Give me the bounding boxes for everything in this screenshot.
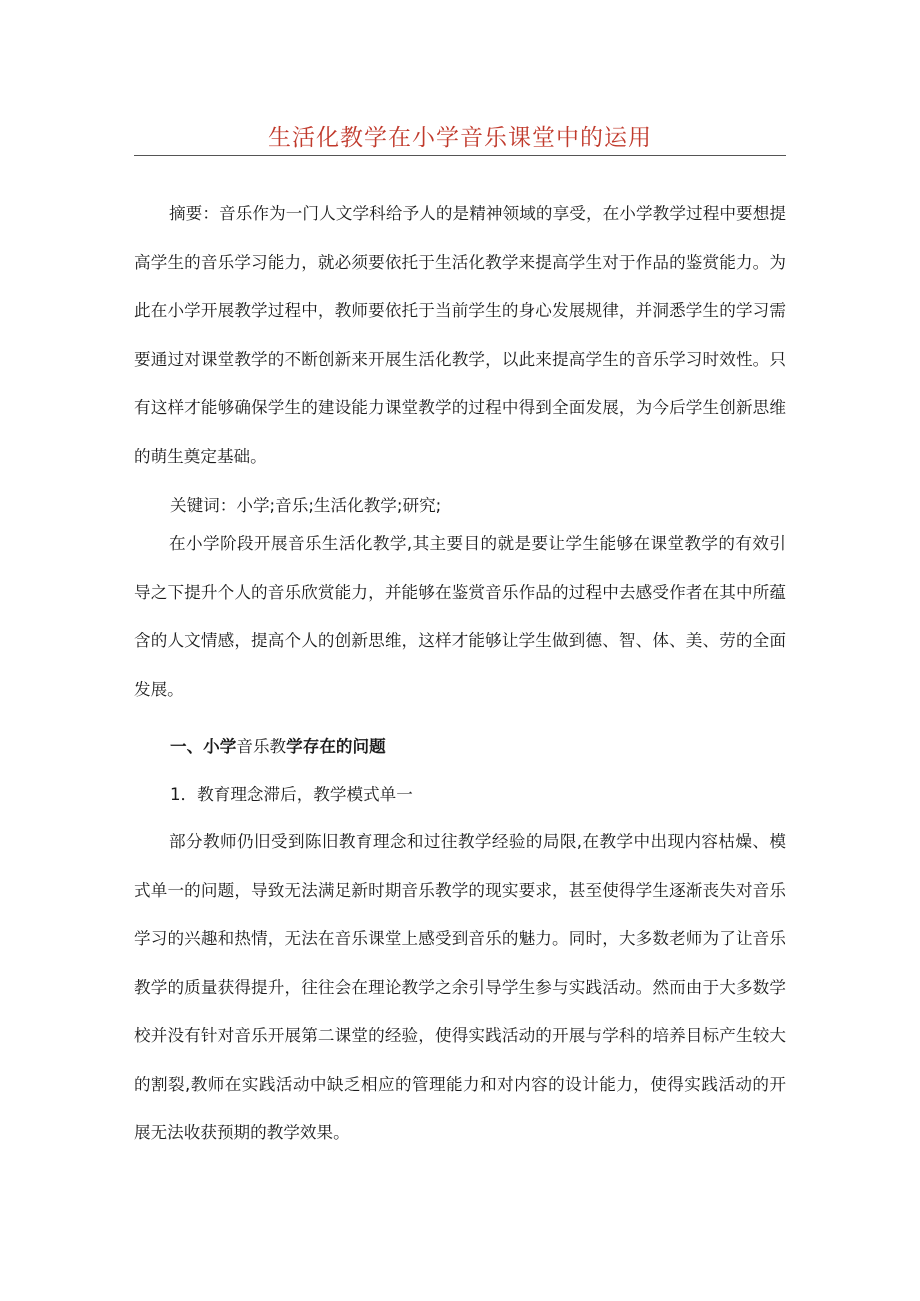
- keywords-line: 关键词：小学;音乐;生活化教学;研究;: [170, 496, 442, 515]
- section-heading-part-c: 学存在的问题: [286, 737, 386, 756]
- body-paragraph-1: 部分教师仍旧受到陈旧教育理念和过往教学经验的局限,在教学中出现内容枯燥、模式单一的问题，导致无法满足新时期音乐教学的现实要求，甚至使得学生逐渐丧失对音乐学习的兴趣和热情，无法在音乐课堂上感受到音乐的魅力。同时，大多数老师为了让音乐教学的质量获得提升，往往会在理论教学之余引导学生参与实践活动。然而由于大多数学校并没有针对音乐开展第二课堂的经验，使得实践活动的开展与学科的培养目标产生较大的割裂,教师在实践活动中缺乏相应的管理能力和对内容的设计能力，使得实践活动的开展无法收获预期的教学效果。: [134, 832, 786, 1142]
- document-title: 生活化教学在小学音乐课堂中的运用: [268, 125, 652, 151]
- section-heading-1: [170, 732, 386, 762]
- title-underline: [134, 155, 786, 156]
- section-heading-part-b: 音乐教: [236, 737, 287, 756]
- abstract-paragraph: 摘要：音乐作为一门人文学科给予人的是精神领域的享受，在小学教学过程中要想提高学生的音乐学习能力，就必须要依托于生活化教学来提高学生对于作品的鉴赏能力。为此在小学开展教学过程中，教师要依托于当前学生的身心发展规律，并洞悉学生的学习需要通过对课堂教学的不断创新来开展生活化教学，以此来提高学生的音乐学习时效性。只有这样才能够确保学生的建设能力课堂教学的过程中得到全面发展，为今后学生创新思维的萌生奠定基础。: [134, 204, 786, 466]
- subsection-heading-1: 1．教育理念滞后，教学模式单一: [170, 785, 413, 804]
- intro-paragraph: 在小学阶段开展音乐生活化教学,其主要目的就是要让学生能够在课堂教学的有效引导之下提升个人的音乐欣赏能力，并能够在鉴赏音乐作品的过程中去感受作者在其中所蕴含的人文情感，提高个人的创新思维，这样才能够让学生做到德、智、体、美、劳的全面发展。: [134, 534, 786, 699]
- section-heading-part-a: 一、小学: [170, 737, 237, 756]
